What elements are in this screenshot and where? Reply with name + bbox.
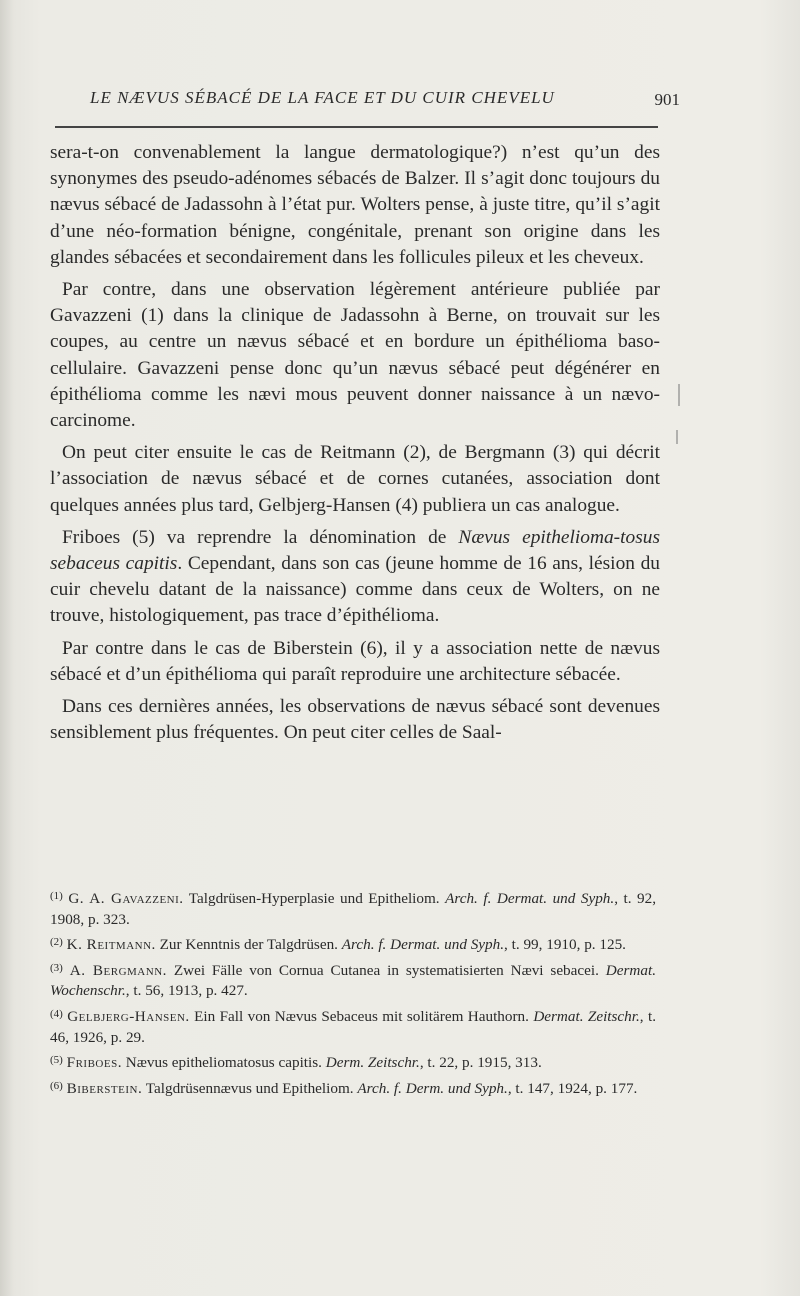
running-head — [90, 88, 680, 118]
paragraph-1: sera-t-on convenablement la langue dermatologique?) n’est qu’un des synonymes des pseudo-adénomes sébacés de Balzer. Il s’agit donc toujours du nævus sébacé de Jadassohn à l’état pur. Wolters pense, à juste titre, qu’il s’agit d’une néo-formation bénigne, congénitale, prenant son origine dans les glandes sébacées et secondairement dans les follicules pileux et les cheveux. — [50, 142, 660, 268]
footnote-journal: Arch. f. Dermat. und Syph. — [445, 890, 615, 907]
footnote-ref: , t. 56, 1913, p. 427. — [125, 982, 248, 1000]
footnote — [50, 1076, 656, 1100]
footnote — [50, 958, 656, 1002]
paragraph-5: Par contre dans le cas de Biberstein (6), il y a association nette de nævus sébacé et d’un épithélioma qui paraît reproduire une architecture sébacée. — [50, 637, 660, 685]
paragraph-6: Dans ces dernières années, les observations de nævus sébacé sont devenues sensiblement plus fréquentes. On peut citer celles de Saal- — [50, 696, 660, 744]
footnote-ref: , t. 147, 1924, p. 177. — [507, 1079, 638, 1097]
footnote-ref: , t. 46, 1926, p. 29. — [50, 1007, 656, 1046]
header-rule — [55, 126, 658, 128]
paragraph-4-start: Friboes (5) va reprendre la dénomination de — [62, 526, 459, 548]
footnote-author: G. A. Gavazzeni. — [68, 890, 184, 907]
footnote — [50, 1050, 656, 1074]
footnote-ref: , t. 22, p. 1915, 313. — [419, 1054, 542, 1072]
footnote-journal: Dermat. Wochenschr. — [50, 961, 656, 1000]
footnote-number: (6) — [50, 1079, 63, 1092]
footnote-number: (3) — [50, 961, 63, 974]
footnote — [50, 932, 656, 956]
paragraph-4-italic: Nævus epithelioma-tosus sebaceus capitis — [50, 526, 660, 575]
footnote-journal: Dermat. Zeitschr. — [533, 1007, 640, 1025]
footnote-journal: Arch. f. Dermat. und Syph. — [341, 936, 505, 954]
footnote-journal: Arch. f. Derm. und Syph. — [357, 1079, 508, 1097]
paragraph-4 — [50, 525, 660, 630]
paragraph-4-end: . Cependant, dans son cas (jeune homme de 16 ans, lésion du cuir chevelu datant de la naissance) comme dans ceux de Wolters, on ne trouve, histologiquement, pas trace d’épithélioma. — [50, 553, 660, 627]
footnote-number: (1) — [50, 890, 63, 902]
footnote — [50, 1004, 656, 1048]
margin-mark — [678, 384, 680, 406]
footnote-title: Zur Kenntnis der Talgdrüsen. — [155, 936, 342, 954]
footnote-number: (4) — [50, 1007, 63, 1020]
footnote-number: (5) — [50, 1054, 63, 1067]
footnote-title: Talgdrüsennævus und Epitheliom. — [142, 1079, 358, 1097]
footnote — [50, 886, 656, 930]
footnote-number: (2) — [50, 936, 63, 949]
footnote-author: A. Bergmann. — [69, 961, 167, 979]
footnote-ref: , t. 92, 1908, p. 323. — [50, 890, 656, 928]
footnote-author: Gelbjerg-Hansen. — [67, 1007, 190, 1025]
margin-mark — [676, 430, 678, 444]
footnote-author: Biberstein. — [66, 1079, 143, 1097]
paragraph-2: Par contre, dans une observation légèrement antérieure publiée par Gavazzeni (1) dans la clinique de Jadassohn à Berne, on trouvait sur les coupes, au centre un nævus sébacé et en bordure un épithélioma baso-cellulaire. Gavazzeni pense donc qu’un nævus sébacé peut dégénérer en épithélioma comme les nævi mous peuvent donner naissance à un nævo-carcinome. — [50, 279, 660, 432]
footnote-title: Nævus epitheliomatosus capitis. — [122, 1054, 326, 1072]
paragraph-3: On peut citer ensuite le cas de Reitmann (2), de Bergmann (3) qui décrit l’association de nævus sébacé et de cornes cutanées, association dont quelques années plus tard, Gelbjerg-Hansen (4) publiera un cas analogue. — [50, 442, 660, 516]
body-text — [50, 140, 660, 752]
running-title: LE NÆVUS SÉBACÉ DE LA FACE ET DU CUIR CHEVELU — [90, 88, 555, 107]
footnote-author: K. Reitmann. — [66, 936, 156, 954]
footnote-ref: , t. 99, 1910, p. 125. — [504, 936, 626, 954]
page-number: 901 — [654, 90, 680, 109]
footnote-title: Zwei Fälle von Cornua Cutanea in systematisierten Nævi sebacei. — [166, 961, 606, 979]
footnote-author: Friboes. — [66, 1054, 122, 1072]
footnote-journal: Derm. Zeitschr. — [325, 1054, 420, 1072]
footnotes — [50, 886, 656, 1101]
footnote-title: Ein Fall von Nævus Sebaceus mit solitärem Hauthorn. — [189, 1007, 534, 1025]
footnote-title: Talgdrüsen-Hyperplasie und Epitheliom. — [183, 890, 446, 907]
